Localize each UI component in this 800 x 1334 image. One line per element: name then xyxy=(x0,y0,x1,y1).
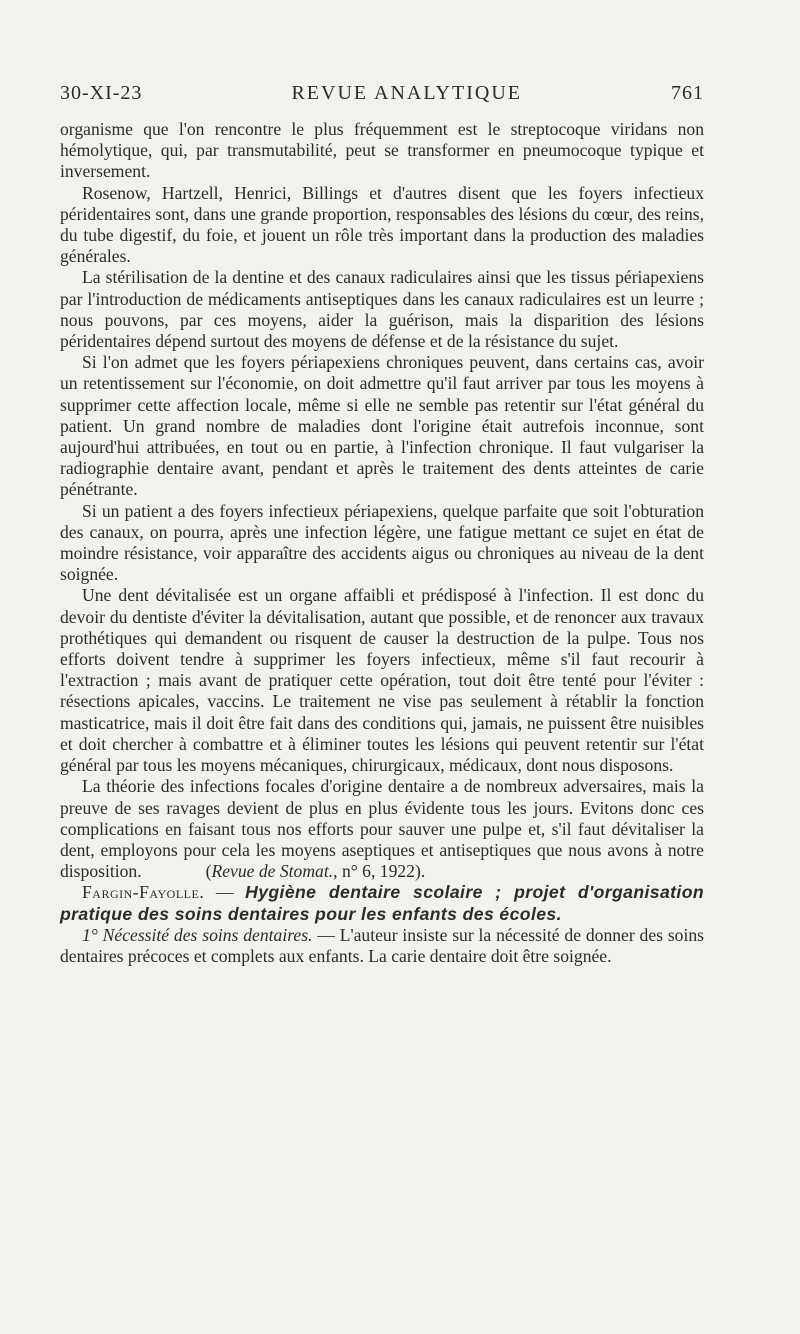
page-number: 761 xyxy=(671,82,704,104)
section-author: Fargin-Fayolle. xyxy=(82,882,205,903)
paragraph-text: La théorie des infections focales d'origine dentaire a de nombreux adversaires, mais la preuve de ses ravages devient de plus en plus évidente tous les jours. Evitons donc ces complications en faisant tous nos efforts pour sauver une pulpe et, s'il faut dévitaliser la dent, employons pour cela les moyens aseptiques et antiseptiques que nous avons à notre disposition. xyxy=(60,776,704,882)
paragraph: Si un patient a des foyers infectieux périapexiens, quelque parfaite que soit l'obturation des canaux, on pourra, après une infection légère, une fatigue mettant ce sujet en état de moindre résistance, voir apparaître des accidents aigus ou chroniques au niveau de la dent soignée. xyxy=(60,500,704,585)
section-heading: Fargin-Fayolle. — Hygiène dentaire scolaire ; projet d'organisation pratique des soins dentaires pour les enfants des écoles. xyxy=(60,882,705,924)
paragraph: Rosenow, Hartzell, Henrici, Billings et d'autres disent que les foyers infectieux péridentaires sont, dans une grande proportion, responsables des lésions du cœur, des reins, du tube digestif, du foie, et jouent un rôle très important dans la production des maladies générales. xyxy=(60,182,704,267)
section-title: Hygiène dentaire scolaire ; projet d'organisation pratique des soins dentaires pour les enfants des écoles. xyxy=(60,882,705,924)
article-body xyxy=(60,119,704,967)
subsection-label: 1° Nécessité des soins dentaires. xyxy=(82,924,313,945)
citation: (Revue de Stomat., n° 6, 1922). xyxy=(205,861,426,882)
citation-journal: Revue de Stomat. xyxy=(211,861,334,882)
header-date: 30-XI-23 xyxy=(60,82,143,104)
subsection-paragraph xyxy=(60,925,704,967)
paragraph-with-citation xyxy=(60,776,704,882)
paragraph: Une dent dévitalisée est un organe affaibli et prédisposé à l'infection. Il est donc du devoir du dentiste d'éviter la dévitalisation, autant que possible, et de renoncer aux travaux prothétiques qui demandent ou risquent de causer la destruction de la pulpe. Tous nos efforts doivent tendre à supprimer les foyers infectieux, même s'il faut recourir à l'extraction ; mais avant de pratiquer cette opération, tout doit être tenté pour l'éviter : résections apicales, vaccins. Le traitement ne vise pas seulement à rétablir la fonction masticatrice, mais il doit être fait dans des conditions qui, jamais, ne puissent être nuisibles et doit chercher à combattre et à éliminer toutes les lésions qui peuvent retentir sur l'état général par tous les moyens mécaniques, chirurgicaux, médicaux, dont nous disposons. xyxy=(60,585,704,776)
header-title: REVUE ANALYTIQUE xyxy=(291,82,522,104)
paragraph: Si l'on admet que les foyers périapexiens chroniques peuvent, dans certains cas, avoir un retentissement sur l'économie, on doit admettre qu'il faut arriver par tous les moyens à supprimer cette affection locale, même si elle ne semble pas retentir sur l'état général du patient. Un grand nombre de maladies dont l'origine était autrefois inconnue, sont aujourd'hui attribuées, en tout ou en partie, à l'infection chronique. Il faut vulgariser la radiographie dentaire avant, pendant et après le traitement des dents atteintes de carie pénétrante. xyxy=(60,352,704,500)
subsection-text: — L'auteur insiste sur la nécessité de donner des soins dentaires précoces et complets aux enfants. La carie dentaire doit être soignée. xyxy=(60,924,704,966)
paragraph: organisme que l'on rencontre le plus fréquemment est le streptocoque viridans non hémolytique, qui, par transmutabilité, peut se transformer en pneumocoque typique et inversement. xyxy=(60,119,704,182)
running-header xyxy=(60,82,704,105)
paragraph: La stérilisation de la dentine et des canaux radiculaires ainsi que les tissus périapexiens par l'introduction de médicaments antiseptiques dans les canaux radiculaires est un leurre ; nous pouvons, par ces moyens, aider la guérison, mais la disparition des lésions péridentaires dépend surtout des moyens de défense et de la résistance du sujet. xyxy=(60,267,704,352)
